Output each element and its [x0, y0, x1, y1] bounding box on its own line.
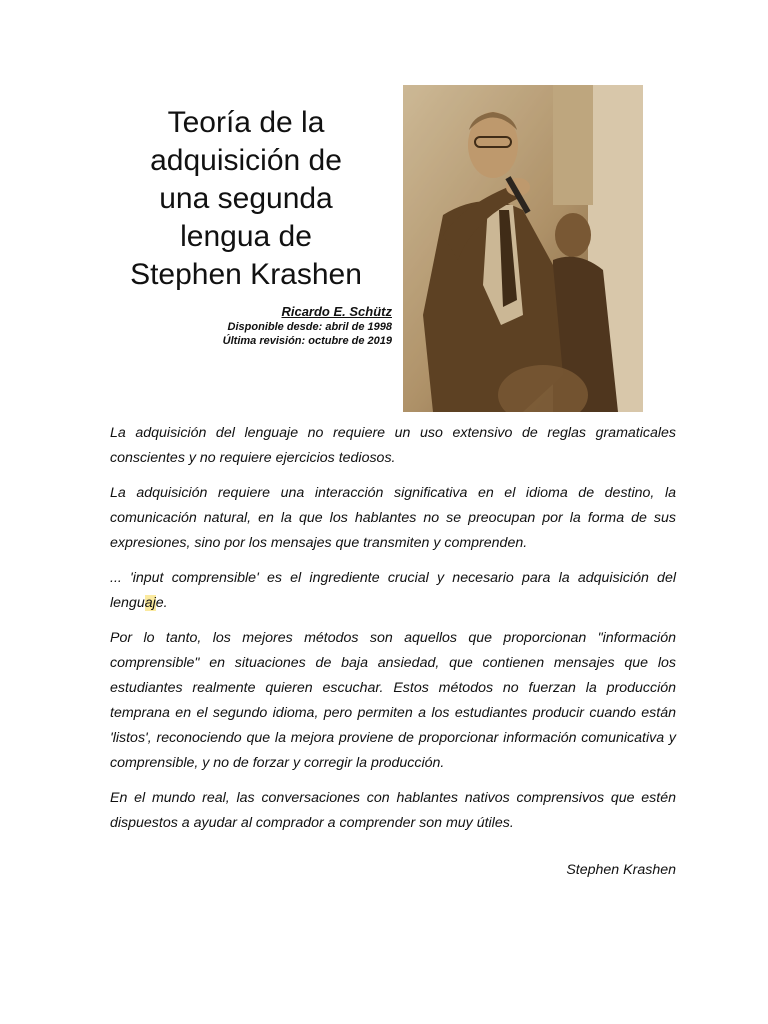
- title-line: Teoría de la: [167, 106, 325, 139]
- portrait-photo-icon: [403, 85, 643, 412]
- paragraph: Por lo tanto, los mejores métodos son aquellos que proporcionan "información comprensible" en situaciones de baja ansiedad, que contienen mensajes que los estudiantes realmente quieren escuchar. Estos métodos no fuerzan la producción temprana en el segundo idioma, pero permiten a los estudiantes producir cuando están 'listos', reconociendo que la mejora proviene de proporcionar información comunicativa y comprensible, y no de forzar y corregir la producción.: [110, 630, 676, 771]
- paragraph-text: e.: [155, 595, 168, 611]
- paragraph: La adquisición del lenguaje no requiere un uso extensivo de reglas gramaticales conscientes y no requiere ejercicios tediosos.: [110, 425, 676, 466]
- signature: Stephen Krashen: [566, 862, 676, 878]
- portrait-photo: [403, 85, 643, 412]
- title-line: una segunda: [159, 182, 333, 215]
- byline: [223, 304, 392, 348]
- available-date: Disponible desde: abril de 1998: [227, 321, 392, 333]
- paragraph: La adquisición requiere una interacción significativa en el idioma de destino, la comunicación natural, en la que los hablantes no se preocupan por la forma de sus expresiones, sino por los mensajes que transmiten y comprenden.: [110, 485, 676, 551]
- paragraph-text: ... 'input comprensible' es el ingrediente crucial y necesario para la adquisición del lengu: [110, 570, 676, 611]
- title-line: lengua de: [180, 220, 312, 253]
- paragraph: [110, 566, 676, 616]
- revision-date: Última revisión: octubre de 2019: [222, 335, 392, 347]
- title-line: adquisición de: [150, 144, 342, 177]
- author-name: Ricardo E. Schütz: [281, 304, 392, 319]
- body-text: [110, 421, 676, 846]
- highlighted-text: aj: [144, 595, 156, 611]
- paragraph: En el mundo real, las conversaciones con hablantes nativos comprensivos que estén dispuestos a ayudar al comprador a comprender son muy útiles.: [110, 790, 676, 831]
- title-line: Stephen Krashen: [130, 258, 362, 291]
- page-title: [110, 104, 382, 294]
